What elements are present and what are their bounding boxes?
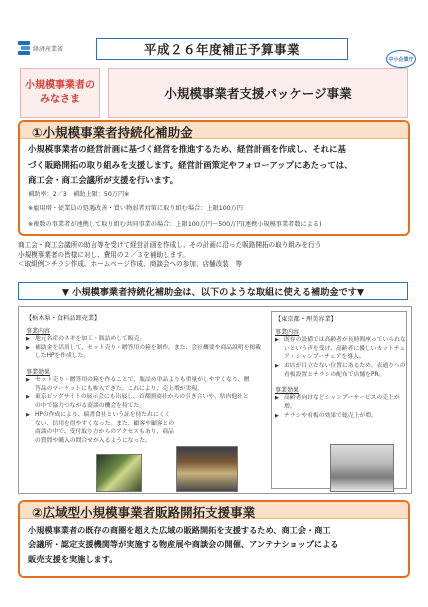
section-2-line: 小規模事業者の既存の商圏を超えた広域の販路開拓を支援するため、商工会・商工: [28, 525, 331, 535]
sme-agency-badge-label: 中小企業庁: [386, 50, 416, 68]
subsidy-rate-note: 補助率：2／3 補助上限：50万円※: [28, 191, 130, 198]
section-1-line: 小規模事業者の経営計画に基づく経営を推進するため、経営計画を作成し、それに基: [28, 144, 346, 154]
section-2-title: ②広域型小規模事業者販路開拓支援事業: [32, 505, 256, 520]
list-item: ▶ 補助金を活用して、セット売り・贈答用の箱を制作。また、会社概要や商品説明を掲載したHPを作成した。: [26, 344, 261, 361]
ministry-logo-icon: [18, 41, 30, 55]
barber-chair-photo: [330, 444, 394, 492]
section-1-body: [28, 142, 404, 189]
joint-project-note: ※複数の事業者が連携して取り組む共同事業の場合：上限100万円～500万円(連携小規模事業者数による): [28, 221, 322, 228]
case-header: 【栃木県・食料品卸売業】: [26, 315, 101, 322]
section-2-line: 会議所・認定支援機関等が実施する物産展や商談会の開催、アンテナショップによる: [28, 539, 339, 550]
section-1-description-line: 商工会・商工会議所の助言等を受けて経営計画を作成し、その計画に沿った販路開拓の取り組みを行う: [18, 241, 322, 249]
list-item: ▶ 高齢者向けなどシャンプーサービスの売上が増。: [275, 394, 406, 411]
case-header: 【東京都・理美容業】: [275, 316, 337, 323]
case-effect-label: 事業効果: [26, 369, 51, 377]
case-content-list: [23, 335, 261, 361]
case-content-label: 事業内容: [275, 329, 300, 336]
audience-line-2: みなさま: [40, 94, 80, 105]
list-item: ▶ セット売り・贈答用の箱を作ることで、瓶詰め単品よりも重量がしやすくなり、贈答品のマーケットにも参入できた。これにより、売上増が実現。: [26, 376, 253, 393]
list-item: ▶ HPの作成により、瑞書食社という証を持たれにくくない、信用を得やすくなった。また、顧客や顧客との商談の中で、受付取り方からのアクセスもあり、商品の質問や購入の問合せが入るようになった。: [26, 411, 176, 446]
section-1-title: ①小規模事業者持続化補助金: [32, 125, 193, 140]
ministry-logo: [18, 40, 82, 56]
case-effect-label: 事業効果: [275, 387, 300, 395]
list-item: ▶ お店が目立たない位置にあるため、表通りへの看板設置とチラシの配布で店舗をPR。: [275, 362, 406, 379]
section-1-line: 商工会・商工会議所が支援を行います。: [28, 175, 179, 186]
section-2-body: [28, 523, 406, 566]
section-2-line: 販売支援を実施します。: [28, 553, 118, 564]
list-item: ▶ チラシや看板の効果で総売上が増。: [275, 412, 406, 421]
package-title: 小規模事業者支援パッケージ事業: [108, 68, 408, 118]
audience-line-1: 小規模事業者の: [25, 79, 95, 91]
case-effect-list: [272, 394, 406, 420]
ministry-logo-text: 経済産業省: [33, 45, 64, 53]
audience-label: [20, 68, 100, 118]
section-1-line: づく販路開拓の取り組みを支援します。経営計画策定やフォローアップにあたっては、: [28, 159, 353, 170]
website-screenshot-photo: [176, 446, 238, 492]
case-content-label: 事業内容: [26, 328, 51, 335]
list-item: ▶ 東京ビッグサイトの展示会にも出展し、首都圏商社からの引き合いや、県内他社との中で協力つながる商談の機会を持てた。: [26, 393, 253, 410]
section-2-box: [18, 500, 410, 578]
usage-banner: ▼ 小規模事業者持続化補助金は、以下のような取組に使える補助金です▼: [18, 282, 408, 300]
section-1-examples: ＜取組例＞チラシ作成、ホームページ作成、商談会への参加、店舗改装 等: [18, 260, 243, 269]
product-box-photo: [96, 454, 142, 492]
document-title: 平成２６年度補正予算事業: [96, 38, 348, 60]
list-item: ▶ 地元名産のネギを加工・瓶詰めして販売。: [26, 335, 261, 344]
section-1-box: [18, 120, 410, 236]
list-item: ▶ 既存の設備では高齢者が長時間座っていられないという声を受け、高齢者に優しいカットチェア・シャンプーチェアを導入。: [275, 336, 406, 362]
section-1-description: [18, 241, 414, 270]
employment-note: ※雇用増・従業員の処遇改善・買い物弱者対策に取り組む場合：上限100万円: [28, 205, 243, 212]
section-1-description-line: 小規模事業者の皆様に対し、費用の２／３を補助します。: [18, 250, 189, 259]
case-effect-list: [23, 376, 253, 446]
case-content-list: [272, 336, 406, 379]
